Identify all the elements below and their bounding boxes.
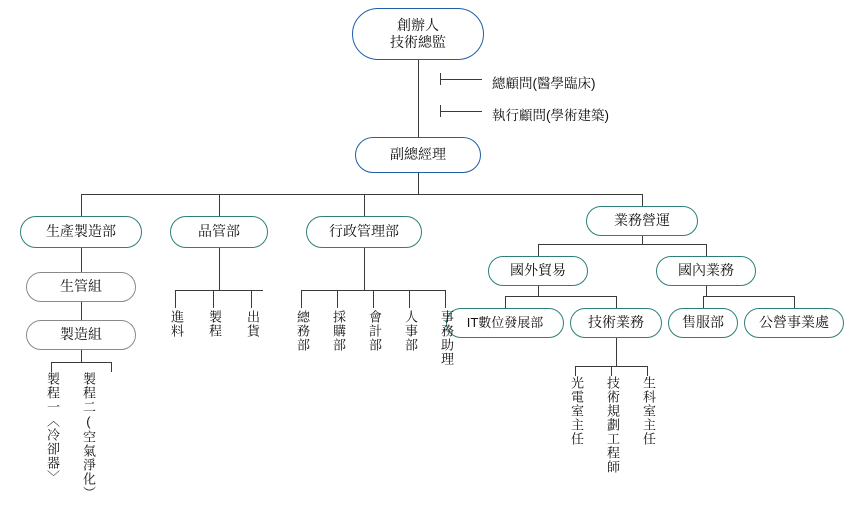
connector-founder-trunk xyxy=(418,60,419,137)
connector-foreign-child-it xyxy=(505,296,506,308)
leaf-admin-5: 事務助理 xyxy=(438,310,454,366)
leaf-admin-3: 會計部 xyxy=(366,310,382,352)
connector-qc-down xyxy=(219,248,220,290)
node-qc-dept[interactable]: 品管部 xyxy=(170,216,268,248)
connector-advisor-stub-2 xyxy=(440,105,441,117)
connector-qc-bus xyxy=(175,290,263,291)
leaf-manufacturing-2: 製程二(空氣淨化） xyxy=(80,372,96,500)
connector-domestic-child-public xyxy=(794,296,795,308)
connector-advisor-stub-1 xyxy=(440,73,441,85)
connector-admin-leaf-5 xyxy=(445,290,446,308)
leaf-admin-4: 人事部 xyxy=(402,310,418,352)
node-it-digital-dept[interactable]: IT數位發展部 xyxy=(446,308,564,338)
connector-drop-business xyxy=(642,194,643,206)
node-tech-business[interactable]: 技術業務 xyxy=(570,308,662,338)
leaf-manufacturing-1: 製程一〈冷卻器〉 xyxy=(44,372,60,484)
connector-admin-down xyxy=(364,248,365,290)
leaf-tech-2: 技術規劃工程師 xyxy=(604,376,620,474)
connector-drop-qc xyxy=(219,194,220,216)
connector-foreign-down xyxy=(538,286,539,296)
node-business-ops[interactable]: 業務營運 xyxy=(586,206,698,236)
node-production-mgmt-team[interactable]: 生管組 xyxy=(26,272,136,302)
connector-manufacturing-leaf-2 xyxy=(111,362,112,372)
leaf-tech-3: 生科室主任 xyxy=(640,376,656,446)
leaf-admin-1: 總務部 xyxy=(294,310,310,352)
node-admin-dept[interactable]: 行政管理部 xyxy=(306,216,422,248)
leaf-qc-2: 製程 xyxy=(206,310,222,338)
connector-businessops-down xyxy=(642,236,643,244)
leaf-tech-1: 光電室主任 xyxy=(568,376,584,446)
connector-domestic-bus xyxy=(703,296,794,297)
connector-qc-leaf-1 xyxy=(175,290,176,308)
leaf-qc-3: 出貨 xyxy=(244,310,260,338)
node-manufacturing-team[interactable]: 製造組 xyxy=(26,320,136,350)
connector-vicegm-down xyxy=(418,173,419,194)
connector-qc-leaf-2 xyxy=(213,290,214,308)
connector-admin-leaf-2 xyxy=(337,290,338,308)
label-advisor-exec: 執行顧問(學術建築) xyxy=(492,108,609,123)
connector-drop-production xyxy=(81,194,82,216)
connector-manufacturing-leaf-1 xyxy=(51,362,52,372)
connector-techbiz-leaf-3 xyxy=(647,366,648,376)
node-foreign-trade[interactable]: 國外貿易 xyxy=(488,256,588,286)
connector-drop-foreign xyxy=(538,244,539,256)
connector-manufacturing-down xyxy=(81,350,82,362)
leaf-admin-2: 採購部 xyxy=(330,310,346,352)
connector-foreign-bus xyxy=(505,296,616,297)
connector-main-bus xyxy=(81,194,642,195)
node-public-enterprise[interactable]: 公營事業處 xyxy=(744,308,844,338)
node-founder-line2: 技術總監 xyxy=(390,34,446,50)
connector-businessops-bus xyxy=(538,244,706,245)
node-after-sales-dept[interactable]: 售服部 xyxy=(668,308,738,338)
connector-techbiz-down xyxy=(616,338,617,366)
connector-techbiz-leaf-2 xyxy=(611,366,612,376)
connector-manufacturing-bus xyxy=(51,362,111,363)
connector-domestic-down xyxy=(706,286,707,296)
connector-drop-domestic xyxy=(706,244,707,256)
connector-mgmt-to-manufacturing xyxy=(81,302,82,320)
connector-drop-admin xyxy=(364,194,365,216)
connector-advisor-medical xyxy=(440,79,482,80)
connector-techbiz-leaf-1 xyxy=(575,366,576,376)
connector-admin-leaf-1 xyxy=(301,290,302,308)
connector-qc-leaf-3 xyxy=(251,290,252,308)
label-advisor-medical: 總顧問(醫學臨床) xyxy=(492,76,596,91)
connector-production-to-mgmt xyxy=(81,248,82,272)
connector-domestic-child-sales xyxy=(703,296,704,308)
leaf-qc-1: 進料 xyxy=(168,310,184,338)
node-domestic-business[interactable]: 國內業務 xyxy=(656,256,756,286)
node-founder[interactable] xyxy=(352,8,484,60)
connector-admin-leaf-4 xyxy=(409,290,410,308)
connector-foreign-child-tech xyxy=(616,296,617,308)
node-vice-gm[interactable]: 副總經理 xyxy=(355,137,481,173)
node-production-dept[interactable]: 生產製造部 xyxy=(20,216,142,248)
node-founder-line1: 創辦人 xyxy=(397,16,439,33)
connector-advisor-exec xyxy=(440,111,482,112)
connector-admin-leaf-3 xyxy=(373,290,374,308)
